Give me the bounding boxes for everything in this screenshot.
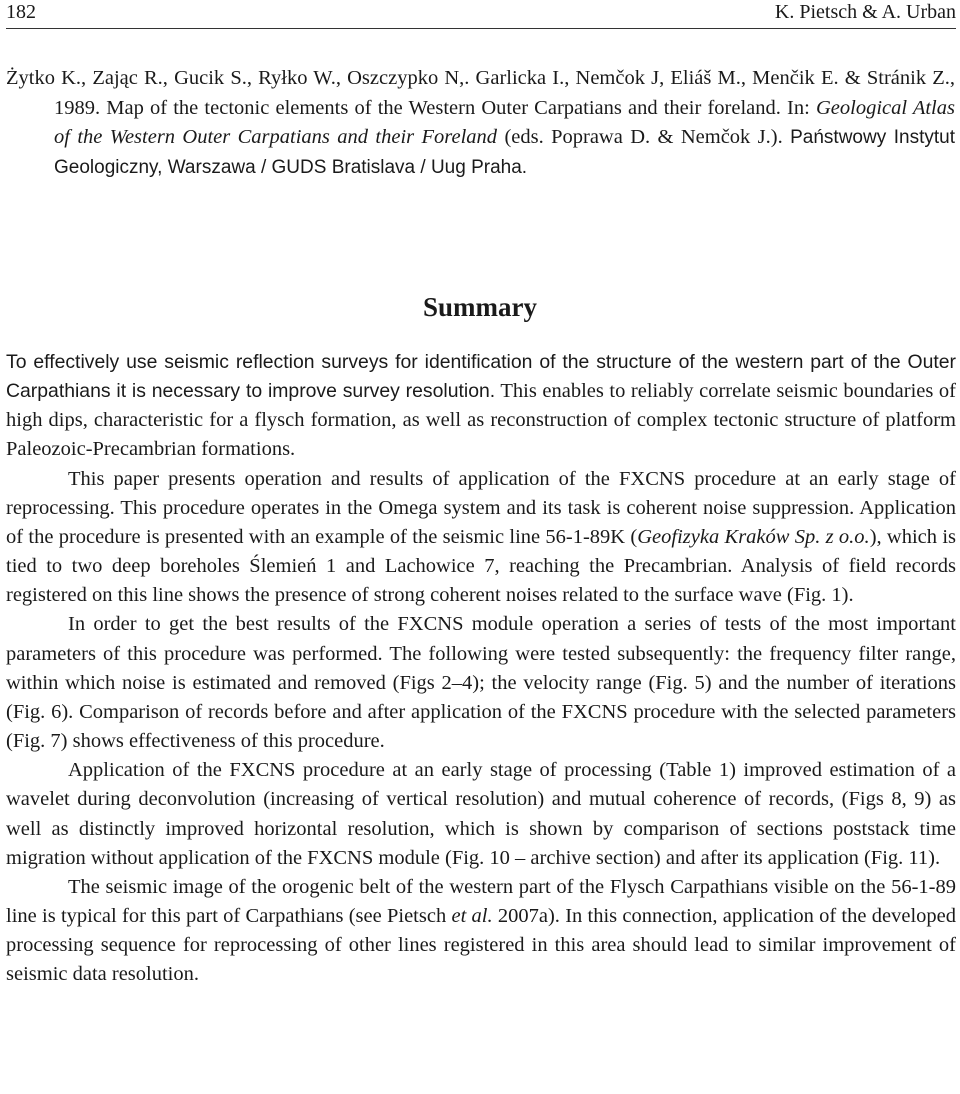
summary-paragraph-1-rest: This enables to reliably correlate seismic boundaries of high dips, characteristic for a flysch formation, as well as reconstruction of complex tectonic structure of platform Paleozoic-Precambrian formations. [6, 380, 956, 461]
reference-authors-and-title: Żytko K., Zając R., Gucik S., Ryłko W., Oszczypko N,. Garlicka I., Nemčok J, Eliáš M., Menčik E. & Stránik Z., 1989. Map of the tectonic elements of the Western Outer Carpatians and their foreland. In: [6, 67, 955, 119]
summary-paragraph-2-end: ), which is tied to two deep boreholes Ślemień 1 and Lachowice 7, reaching the Precambrian. Analysis of field records registered on this line shows the presence of strong coherent noises related to the surface wave (Fig. 1). [6, 525, 957, 607]
reference-editors: (eds. Poprawa D. & Nemčok J.). [497, 126, 791, 148]
summary-paragraph-1-sans: To effectively use seismic reflection surveys for identification of the structure of the western part of the Outer Carpathians it is necessary to improve survey resolution. [6, 351, 956, 403]
summary-paragraph-2-company: Geofizyka Kraków Sp. z o.o. [637, 525, 870, 548]
running-head-authors: K. Pietsch & A. Urban [774, 1, 956, 23]
summary-paragraph-1 [6, 348, 956, 465]
reference-list [6, 64, 955, 182]
summary-paragraph-5 [6, 873, 956, 990]
summary-paragraph-4: Application of the FXCNS procedure at an early stage of processing (Table 1) improved estimation of a wavelet during deconvolution (increasing of vertical resolution) and mutual coherence of records, (Figs 8, 9) as well as distinctly improved horizontal resolution, which is shown by comparison of sections poststack time migration without application of the FXCNS module (Fig. 10 – archive section) and after its application (Fig. 11). [6, 759, 956, 869]
summary-paragraph-3: In order to get the best results of the FXCNS module operation a series of tests of the most important parameters of this procedure was performed. The following were tested subsequently: the frequency filter range, within which noise is estimated and removed (Figs 2–4); the velocity range (Fig. 5) and the number of iterations (Fig. 6). Comparison of records before and after application of the FXCNS procedure with the selected parameters (Fig. 7) shows effectiveness of this procedure. [6, 613, 956, 753]
reference-entry [6, 64, 955, 182]
reference-publisher: Państwowy Instytut Geologiczny, Warszawa / GUDS Bratislava / Uug Praha. [54, 127, 956, 178]
summary-paragraph-2 [6, 465, 956, 611]
summary-body [6, 348, 956, 989]
summary-paragraph-5-etal: et al. [451, 904, 493, 927]
summary-paragraph-5-end: 2007a). In this connection, application of the developed processing sequence for reprocessing of other lines registered in this area should lead to similar improvement of seismic data resolution. [6, 904, 956, 986]
summary-paragraph-5-start: The seismic image of the orogenic belt of the western part of the Flysch Carpathians visible on the 56-1-89 line is typical for this part of Carpathians (see Pietsch [6, 875, 956, 927]
summary-paragraph-2-start: This paper presents operation and results of application of the FXCNS procedure at an early stage of reprocessing. This procedure operates in the Omega system and its task is coherent noise suppression. Application of the procedure is presented with an example of the seismic line 56-1-89K ( [6, 467, 956, 548]
page-number: 182 [6, 1, 36, 23]
reference-book-title: Geological Atlas of the Western Outer Carpatians and their Foreland [54, 96, 955, 148]
running-header [6, 0, 956, 29]
summary-heading: Summary [423, 292, 537, 322]
